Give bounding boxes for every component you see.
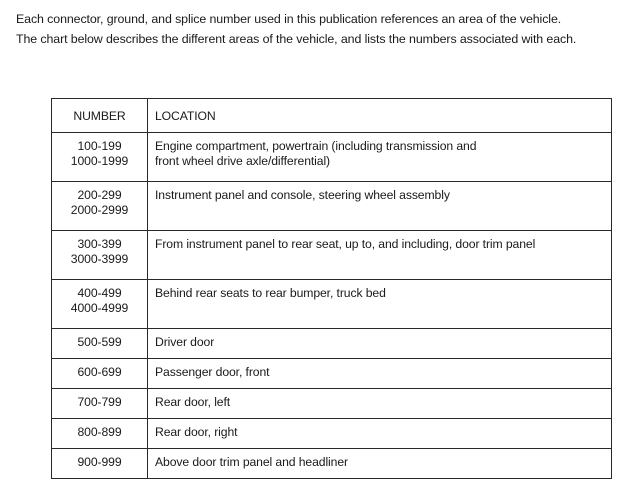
location-cell	[148, 133, 612, 182]
location-cell	[148, 419, 612, 449]
number-range: 700-799	[77, 395, 122, 409]
number-cell	[52, 389, 148, 419]
location-cell	[148, 231, 612, 280]
location-text: Rear door, right	[155, 425, 238, 439]
location-cell	[148, 359, 612, 389]
number-cell	[52, 133, 148, 182]
table-row	[52, 280, 612, 329]
table-header-row	[52, 99, 612, 133]
number-range: 900-999	[77, 455, 122, 469]
number-range: 600-699	[77, 365, 122, 379]
number-cell	[52, 280, 148, 329]
intro-line-2: The chart below describes the different areas of the vehicle, and lists the numbers associated with each.	[16, 32, 577, 46]
number-range: 100-199	[77, 139, 122, 153]
location-text: Engine compartment, powertrain (including transmission and	[155, 139, 477, 153]
number-cell	[52, 359, 148, 389]
table-row	[52, 359, 612, 389]
location-cell	[148, 329, 612, 359]
number-range: 300-399	[77, 237, 122, 251]
number-range: 400-499	[77, 286, 122, 300]
table-row	[52, 133, 612, 182]
location-text: Behind rear seats to rear bumper, truck bed	[155, 286, 386, 300]
number-cell	[52, 419, 148, 449]
location-table	[51, 98, 612, 479]
number-range: 2000-2999	[70, 203, 129, 217]
table-row	[52, 182, 612, 231]
location-text: From instrument panel to rear seat, up to, and including, door trim panel	[155, 237, 536, 251]
table-row	[52, 231, 612, 280]
number-range: 500-599	[77, 335, 122, 349]
location-text: Above door trim panel and headliner	[155, 455, 348, 469]
location-text: Instrument panel and console, steering wheel assembly	[155, 188, 450, 202]
number-cell	[52, 231, 148, 280]
location-text: Passenger door, front	[155, 365, 270, 379]
intro-line-1: Each connector, ground, and splice number used in this publication references an area of the vehicle.	[16, 12, 562, 26]
number-cell	[52, 329, 148, 359]
location-text: Driver door	[155, 335, 215, 349]
intro-text	[16, 9, 628, 49]
header-number: NUMBER	[52, 99, 148, 133]
header-location: LOCATION	[148, 99, 612, 133]
number-cell	[52, 449, 148, 479]
location-text: front wheel drive axle/differential)	[155, 154, 331, 168]
location-cell	[148, 389, 612, 419]
number-range: 800-899	[77, 425, 122, 439]
table-row	[52, 449, 612, 479]
location-text: Rear door, left	[155, 395, 231, 409]
location-cell	[148, 280, 612, 329]
table-row	[52, 419, 612, 449]
number-range: 4000-4999	[70, 301, 129, 315]
number-range: 1000-1999	[70, 154, 129, 168]
number-range: 3000-3999	[70, 252, 129, 266]
number-range: 200-299	[77, 188, 122, 202]
location-cell	[148, 449, 612, 479]
table-row	[52, 329, 612, 359]
location-cell	[148, 182, 612, 231]
table-row	[52, 389, 612, 419]
number-cell	[52, 182, 148, 231]
